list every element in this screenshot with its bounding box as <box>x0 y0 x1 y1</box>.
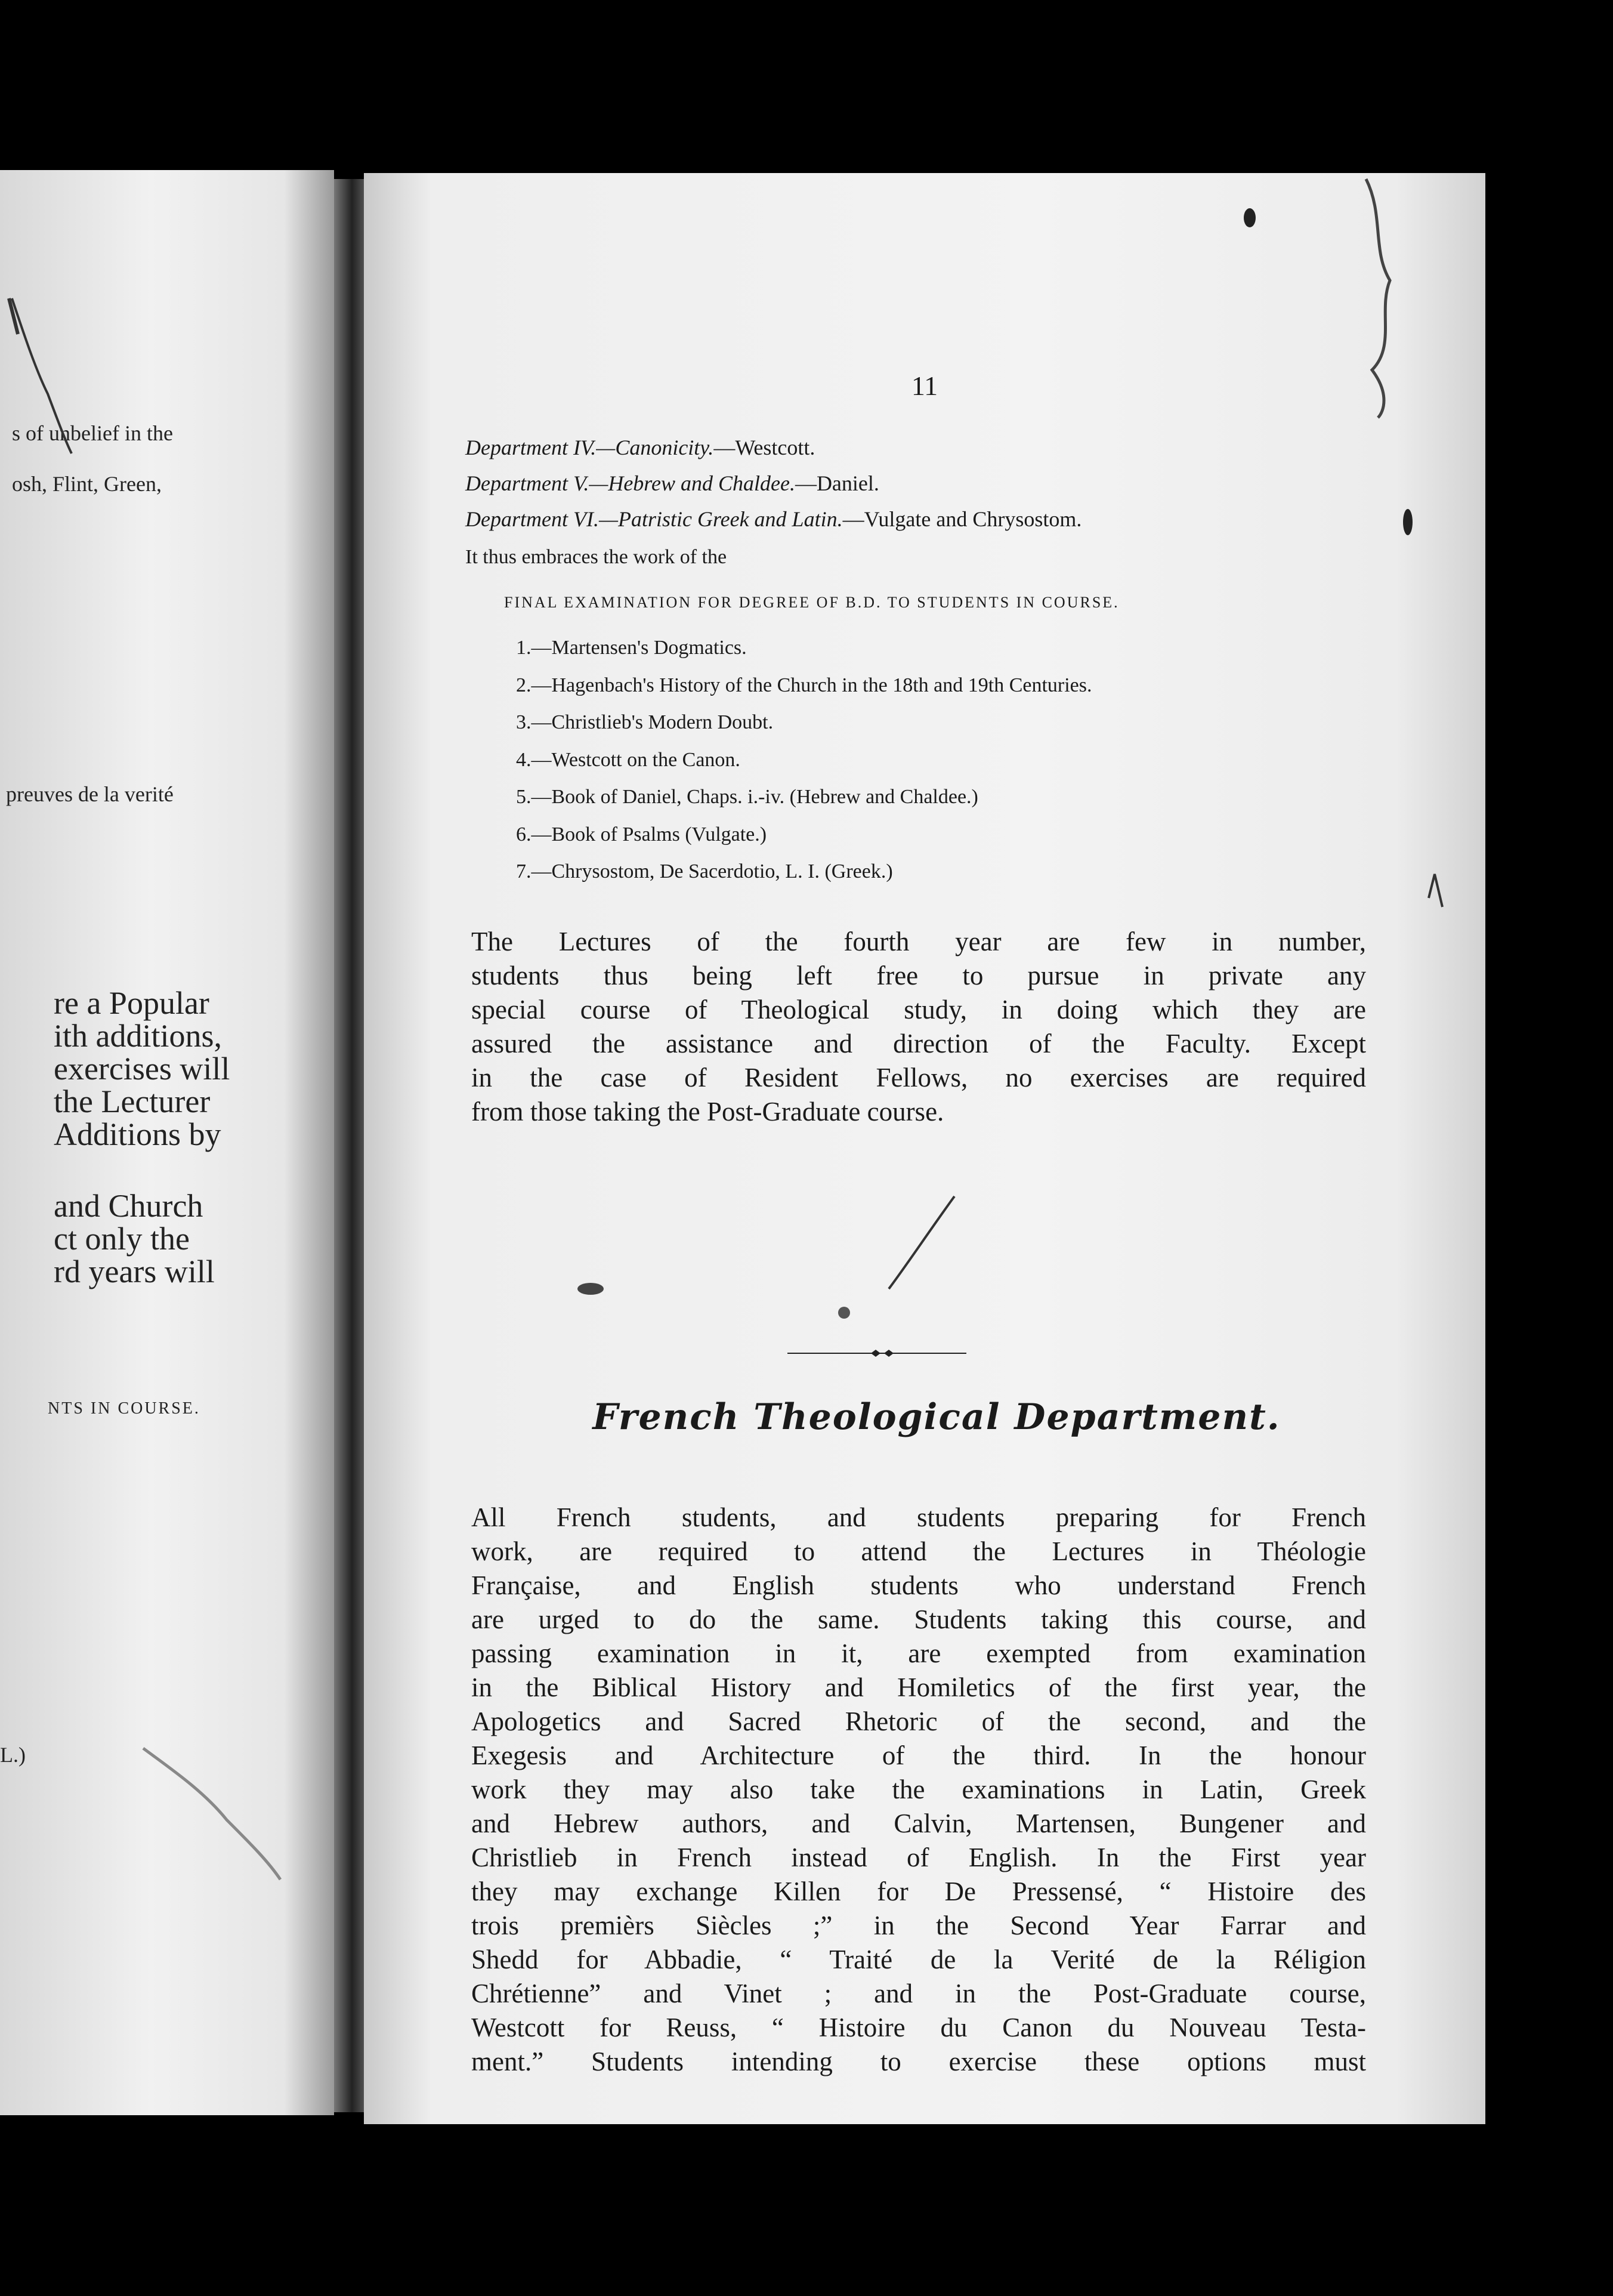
paragraph-line: from those taking the Post-Graduate course. <box>471 1097 944 1127</box>
paragraph-line: work, are required to attend the Lectures in Théologie <box>471 1536 1366 1566</box>
left-fragment: osh, Flint, Green, <box>12 472 162 496</box>
paragraph-line: students thus being left free to pursue in private any <box>471 961 1366 990</box>
department-line <box>465 430 1360 465</box>
left-page <box>0 170 334 2115</box>
right-page <box>364 173 1485 2124</box>
paragraph-line: Christlieb in French instead of English. In the First year <box>471 1843 1366 1872</box>
ornament-divider <box>787 1347 966 1359</box>
department-line <box>465 501 1360 537</box>
paragraph-line: special course of Theological study, in doing which they are <box>471 995 1366 1024</box>
paragraph-line: ment.” Students intending to exercise these options must <box>471 2047 1366 2076</box>
paragraph-line: assured the assistance and direction of the Faculty. Except <box>471 1029 1366 1058</box>
exam-list <box>516 629 1411 891</box>
left-fragment: the Lecturer <box>54 1084 211 1119</box>
department-name: Department IV.—Canonicity. <box>465 436 714 459</box>
paragraph-line: Exegesis and Architecture of the third. In the honour <box>471 1740 1366 1770</box>
exam-item: 3.—Christlieb's Modern Doubt. <box>516 711 774 733</box>
department-detail: —Vulgate and Chrysostom. <box>842 507 1082 531</box>
left-fragment: preuves de la verité <box>6 782 174 806</box>
exam-item: 2.—Hagenbach's History of the Church in the 18th and 19th Centuries. <box>516 674 1092 696</box>
paragraph-line: All French students, and students preparing for French <box>471 1502 1366 1532</box>
paragraph-line: they may exchange Killen for De Pressensé, “ Histoire des <box>471 1877 1366 1906</box>
paragraph-line: Chrétienne” and Vinet ; and in the Post-Graduate course, <box>471 1979 1366 2008</box>
left-fragment: ith additions, <box>54 1018 222 1054</box>
fourth-year-paragraph <box>471 925 1366 1129</box>
exam-item: 6.—Book of Psalms (Vulgate.) <box>516 823 767 845</box>
paragraph-line: The Lectures of the fourth year are few in number, <box>471 927 1366 956</box>
exam-heading: FINAL EXAMINATION FOR DEGREE OF B.D. TO STUDENTS IN COURSE. <box>504 594 1120 611</box>
department-list <box>465 430 1360 537</box>
left-fragment: ct only the <box>54 1221 190 1257</box>
paragraph-line: trois premièrs Siècles ;” in the Second Year Farrar and <box>471 1911 1366 1940</box>
department-detail: —Westcott. <box>713 436 815 459</box>
paragraph-line: work they may also take the examinations in Latin, Greek <box>471 1775 1366 1804</box>
french-department-paragraph <box>471 1501 1366 2079</box>
section-title: French Theological Department. <box>592 1396 1281 1438</box>
paragraph-line: Apologetics and Sacred Rhetoric of the second, and the <box>471 1706 1366 1736</box>
left-fragment: L.) <box>0 1743 26 1767</box>
paragraph-line: Shedd for Abbadie, “ Traité de la Verité de la Réligion <box>471 1945 1366 1974</box>
exam-item: 5.—Book of Daniel, Chaps. i.-iv. (Hebrew and Chaldee.) <box>516 786 978 808</box>
left-fragment: NTS IN COURSE. <box>48 1399 200 1418</box>
left-fragment: and Church <box>54 1188 203 1224</box>
left-fragment: Additions by <box>54 1116 221 1152</box>
exam-item: 1.—Martensen's Dogmatics. <box>516 637 747 659</box>
left-fragment: rd years will <box>54 1254 215 1289</box>
department-name: Department VI.—Patristic Greek and Latin. <box>465 507 843 531</box>
paragraph-line: Westcott for Reuss, “ Histoire du Canon du Nouveau Testa- <box>471 2013 1366 2042</box>
embraces-line: It thus embraces the work of the <box>465 546 727 568</box>
paragraph-line: Française, and English students who understand French <box>471 1570 1366 1600</box>
exam-item: 7.—Chrysostom, De Sacerdotio, L. I. (Greek.) <box>516 860 893 882</box>
left-fragment: s of unbelief in the <box>12 421 173 445</box>
exam-item: 4.—Westcott on the Canon. <box>516 748 740 771</box>
paragraph-line: in the Biblical History and Homiletics of the first year, the <box>471 1672 1366 1702</box>
paragraph-line: passing examination in it, are exempted from examination <box>471 1638 1366 1668</box>
department-detail: —Daniel. <box>795 471 879 495</box>
paragraph-line: in the case of Resident Fellows, no exercises are required <box>471 1063 1366 1093</box>
paragraph-line: and Hebrew authors, and Calvin, Martensen, Bungener and <box>471 1809 1366 1838</box>
left-fragment: exercises will <box>54 1051 230 1087</box>
department-name: Department V.—Hebrew and Chaldee. <box>465 471 795 495</box>
left-fragment: re a Popular <box>54 985 209 1021</box>
paragraph-line: are urged to do the same. Students taking this course, and <box>471 1604 1366 1634</box>
department-line <box>465 465 1360 501</box>
page-number: 11 <box>911 371 938 401</box>
